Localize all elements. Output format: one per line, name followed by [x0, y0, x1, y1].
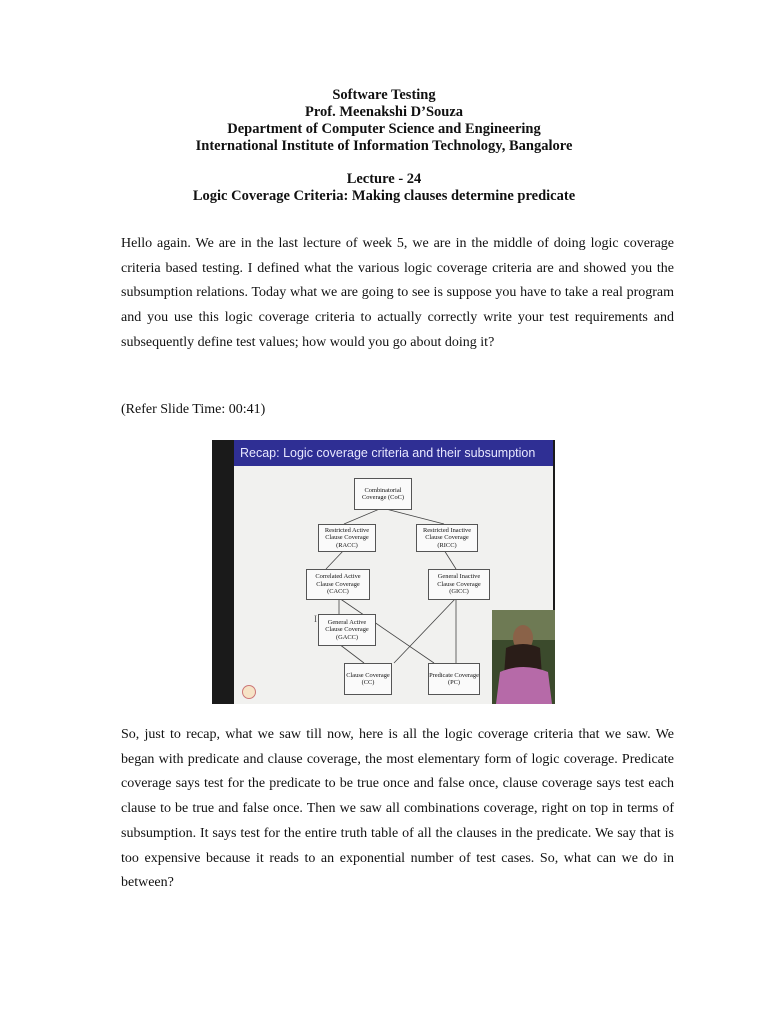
node-cacc: Correlated Active Clause Coverage (CACC)	[306, 569, 370, 600]
edge-ricc-gicc	[444, 550, 456, 569]
lecture-number: Lecture - 24	[346, 171, 422, 187]
professor-name: Prof. Meenakshi D’Souza	[304, 104, 464, 120]
node-coc: Combinatorial Coverage (CoC)	[354, 478, 412, 510]
edge-gacc-cc	[339, 644, 364, 663]
node-cc: Clause Coverage (CC)	[344, 663, 392, 695]
edge-coc-racc	[344, 508, 382, 524]
slide-reference: (Refer Slide Time: 00:41)	[121, 402, 266, 417]
institute-logo-icon	[242, 685, 256, 699]
slide-title: Recap: Logic coverage criteria and their subsumption	[234, 440, 553, 466]
course-title: Software Testing	[332, 87, 436, 103]
department-name: Department of Computer Science and Engineering	[227, 121, 541, 137]
edge-coc-ricc	[382, 508, 444, 524]
node-gacc: General Active Clause Coverage (GACC)	[318, 614, 376, 646]
institute-name: International Institute of Information Technology, Bangalore	[195, 138, 573, 154]
intro-paragraph: Hello again. We are in the last lecture of week 5, we are in the middle of doing logic coverage criteria based testing. I defined what the various logic coverage criteria are and showed you the subsumption relations. Today what we are going to see is suppose you have to take a real program and you use this logic coverage criteria to actually correctly write your test requirements and subsequently define test values; how would you go about doing it?	[121, 236, 674, 350]
node-pc: Predicate Coverage (PC)	[428, 663, 480, 695]
edge-racc-cacc	[326, 550, 344, 569]
recap-paragraph: So, just to recap, what we saw till now, here is all the logic coverage criteria that we saw. We began with predicate and clause coverage, the most elementary form of logic coverage. Predicate coverage says test for the predicate to be true once and false once, clause coverage says test each clause to be true and false once. Then we saw all combinations coverage, right on top in terms of subsumption. It says test for the entire truth table of all the clauses in the predicate. We say that is too expensive because it reads to an exponential number of test cases. So, what can we do in between?	[121, 727, 674, 891]
lecture-topic: Logic Coverage Criteria: Making clauses determine predicate	[192, 188, 576, 204]
node-ricc: Restricted Inactive Clause Coverage (RICC)	[416, 524, 478, 552]
text-cursor: I	[314, 614, 317, 624]
presenter-video-thumbnail	[492, 610, 555, 704]
lecture-slide-image	[212, 440, 555, 704]
edge-gicc-cc	[394, 598, 456, 663]
presenter-icon	[492, 610, 555, 704]
node-racc: Restricted Active Clause Coverage (RACC)	[318, 524, 376, 552]
node-gicc: General Inactive Clause Coverage (GICC)	[428, 569, 490, 600]
